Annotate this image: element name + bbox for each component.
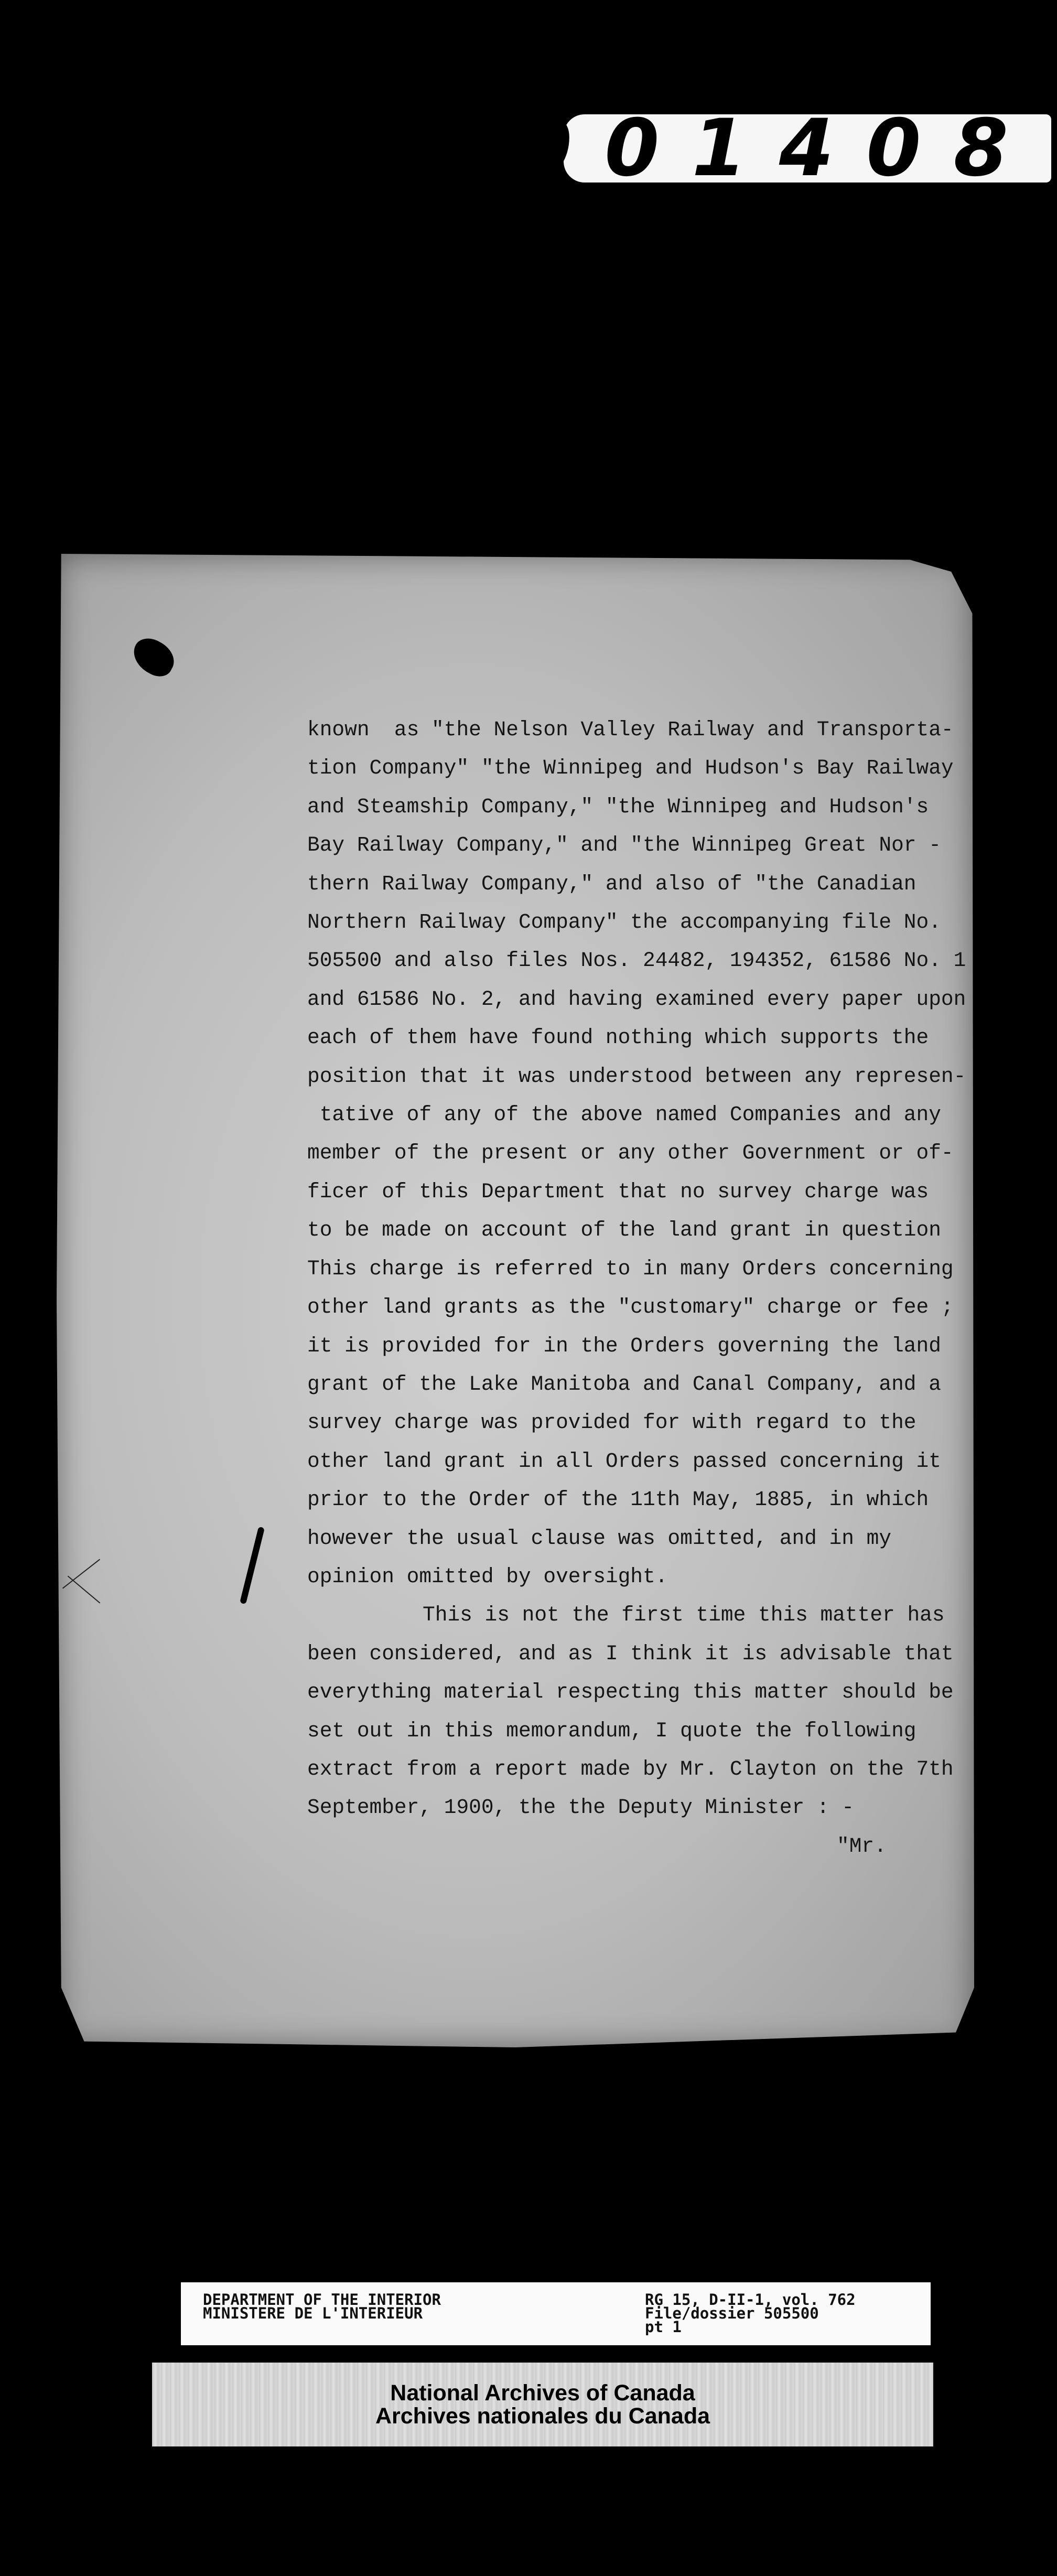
- text-line: Northern Railway Company" the accompanying file No.: [307, 910, 941, 935]
- text-line: other land grants as the "customary" charge or fee ;: [307, 1295, 954, 1319]
- text-line: known as "the Nelson Valley Railway and Transporta-: [307, 718, 954, 742]
- text-line: tative of any of the above named Companies and any: [307, 1103, 941, 1127]
- text-line: been considered, and as I think it is advisable that: [307, 1641, 954, 1666]
- text-line: it is provided for in the Orders governing the land: [307, 1334, 941, 1358]
- text-line: ficer of this Department that no survey charge was: [307, 1179, 929, 1204]
- text-line: This is not the first time this matter has: [423, 1603, 945, 1627]
- text-line: member of the present or any other Government or of-: [307, 1141, 954, 1165]
- typed-text: [307, 711, 966, 1865]
- archive-name-fr: Archives nationales du Canada: [375, 2403, 710, 2429]
- archive-banner: [152, 2363, 933, 2446]
- file-number: File/dossier 505500: [645, 2304, 819, 2322]
- file-part: pt 1: [645, 2318, 682, 2336]
- text-line: and Steamship Company," "the Winnipeg and Hudson's: [307, 795, 929, 819]
- frame-number: 001408: [564, 114, 1051, 183]
- text-line: prior to the Order of the 11th May, 1885, in which: [307, 1488, 929, 1512]
- file-reference: [645, 2293, 856, 2334]
- text-line: position that it was understood between any represen-: [307, 1064, 966, 1088]
- text-line: extract from a report made by Mr. Clayton on the 7th: [307, 1757, 954, 1781]
- text-line: opinion omitted by oversight.: [307, 1564, 668, 1588]
- text-line: everything material respecting this matter should be: [307, 1680, 954, 1704]
- department-name-fr: MINISTERE DE L'INTERIEUR: [203, 2304, 423, 2322]
- text-line: and 61586 No. 2, and having examined every paper upon: [307, 987, 966, 1011]
- text-line: each of them have found nothing which supports the: [307, 1026, 929, 1050]
- text-line: 505500 and also files Nos. 24482, 194352, 61586 No. 1: [307, 949, 966, 973]
- text-line: Bay Railway Company," and "the Winnipeg Great Nor -: [307, 833, 941, 857]
- text-line: set out in this memorandum, I quote the following: [307, 1719, 916, 1743]
- archival-reference-label: [181, 2282, 931, 2345]
- text-line: to be made on account of the land grant in question: [307, 1218, 941, 1242]
- text-line: however the usual clause was omitted, and in my: [307, 1526, 892, 1550]
- department-names: [203, 2293, 441, 2320]
- text-line: This charge is referred to in many Orders concerning: [307, 1257, 954, 1281]
- text-line: other land grant in all Orders passed concerning it: [307, 1449, 941, 1473]
- text-line: tion Company" "the Winnipeg and Hudson's Bay Railway: [307, 756, 954, 780]
- continuation-catchword: "Mr.: [837, 1834, 887, 1858]
- text-line: thern Railway Company," and also of "the Canadian: [307, 872, 916, 896]
- text-line: survey charge was provided for with regard to the: [307, 1411, 916, 1435]
- department-name-en: DEPARTMENT OF THE INTERIOR: [203, 2291, 441, 2309]
- archive-name-en: National Archives of Canada: [390, 2380, 695, 2406]
- text-line: September, 1900, the the Deputy Minister : -: [307, 1796, 854, 1820]
- text-line: grant of the Lake Manitoba and Canal Company, and a: [307, 1372, 941, 1396]
- record-group-reference: RG 15, D-II-1, vol. 762: [645, 2291, 856, 2309]
